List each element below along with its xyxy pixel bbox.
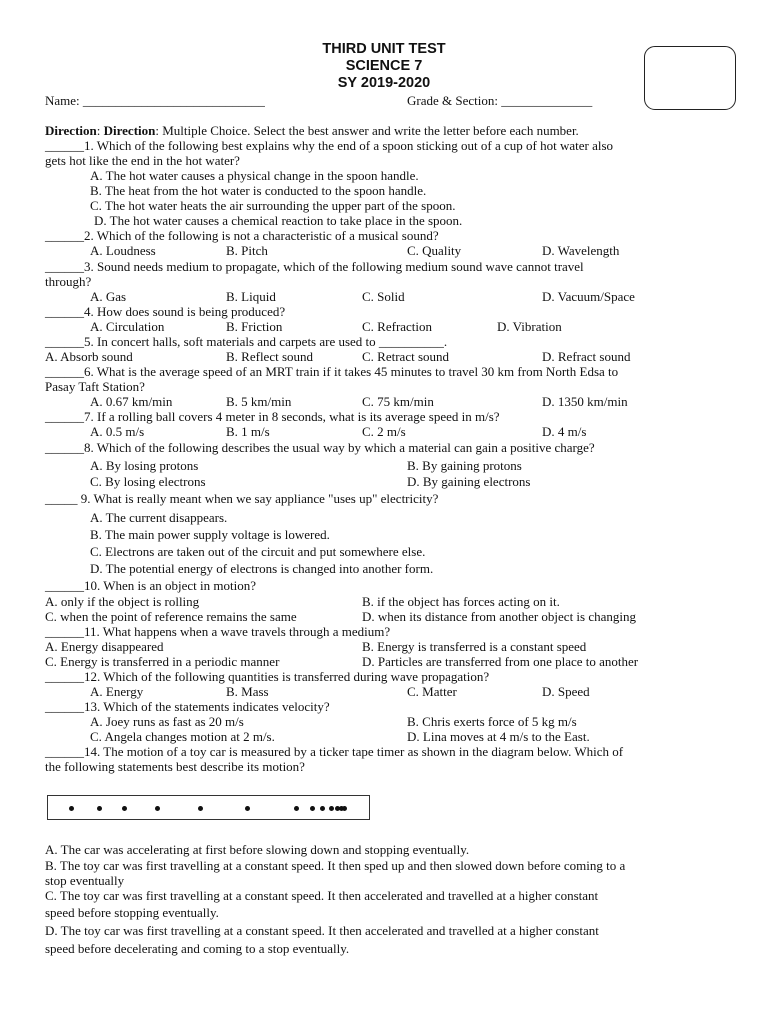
q1-choice-d: D. The hot water causes a chemical reaction to take place in the spoon. (94, 213, 463, 228)
direction-label-repeat: Direction (103, 123, 156, 138)
q11-choice-a: A. Energy disappeared (45, 639, 164, 654)
q5-choice-d: D. Refract sound (542, 349, 631, 364)
q8-choice-c: C. By losing electrons (90, 474, 206, 489)
tape-dot (122, 806, 127, 811)
q10-choice-b: B. if the object has forces acting on it. (362, 594, 560, 609)
q5-choice-c: C. Retract sound (362, 349, 450, 364)
q4-choice-a: A. Circulation (90, 319, 165, 334)
q6-choice-c: C. 75 km/min (362, 394, 434, 409)
q8-choice-b: B. By gaining protons (407, 458, 522, 473)
question-14: ______14. The motion of a toy car is measured by a ticker tape timer as shown in the diagram below. Which of (45, 744, 624, 759)
q13-choice-c: C. Angela changes motion at 2 m/s. (90, 729, 275, 744)
q3-choice-c: C. Solid (362, 289, 405, 304)
q11-choice-d: D. Particles are transferred from one place to another (362, 654, 639, 669)
q1-choice-b: B. The heat from the hot water is conducted to the spoon handle. (90, 183, 427, 198)
tape-dot (245, 806, 250, 811)
q6-choice-b: B. 5 km/min (226, 394, 292, 409)
q5-choice-b: B. Reflect sound (226, 349, 314, 364)
tape-dot (310, 806, 315, 811)
q4-choice-c: C. Refraction (362, 319, 433, 334)
q6-choice-a: A. 0.67 km/min (90, 394, 173, 409)
direction-text: : Multiple Choice. Select the best answer and write the letter before each number. (155, 123, 579, 138)
q7-choice-a: A. 0.5 m/s (90, 424, 145, 439)
school-year: SY 2019-2020 (337, 75, 431, 91)
q9-choice-b: B. The main power supply voltage is lowered. (90, 527, 330, 542)
question-8: ______8. Which of the following describes the usual way by which a material can gain a positive charge? (45, 440, 595, 455)
q12-choice-a: A. Energy (90, 684, 144, 699)
question-2: ______2. Which of the following is not a characteristic of a musical sound? (45, 228, 439, 243)
q9-choice-c: C. Electrons are taken out of the circuit and put somewhere else. (90, 544, 426, 559)
score-box (644, 46, 736, 110)
question-12: ______12. Which of the following quantities is transferred during wave propagation? (45, 669, 490, 684)
q3-choice-d: D. Vacuum/Space (542, 289, 635, 304)
direction-label: Direction (45, 123, 97, 138)
question-7: ______7. If a rolling ball covers 4 meter in 8 seconds, what is its average speed in m/s? (45, 409, 500, 424)
question-11: ______11. What happens when a wave travels through a medium? (45, 624, 391, 639)
q14-choice-c: C. The toy car was first travelling at a constant speed. It then accelerated and travelled at a higher constant (45, 888, 599, 903)
tape-dot (294, 806, 299, 811)
question-10: ______10. When is an object in motion? (45, 578, 256, 593)
q8-choice-a: A. By losing protons (90, 458, 199, 473)
q1-choice-a: A. The hot water causes a physical change in the spoon handle. (90, 168, 419, 183)
q3-choice-a: A. Gas (90, 289, 127, 304)
question-14-cont: the following statements best describe its motion? (45, 759, 305, 774)
q13-choice-b: B. Chris exerts force of 5 kg m/s (407, 714, 577, 729)
question-13: ______13. Which of the statements indicates velocity? (45, 699, 330, 714)
q14-choice-c-cont: speed before stopping eventually. (45, 905, 219, 920)
tape-dot (342, 806, 347, 811)
directions: Direction: Direction: Multiple Choice. Select the best answer and write the letter before each number. (45, 123, 579, 138)
q10-choice-a: A. only if the object is rolling (45, 594, 200, 609)
test-title: THIRD UNIT TEST (322, 41, 446, 57)
tape-dot (198, 806, 203, 811)
question-1-cont: gets hot like the end in the hot water? (45, 153, 240, 168)
q7-choice-d: D. 4 m/s (542, 424, 587, 439)
q7-choice-b: B. 1 m/s (226, 424, 270, 439)
q2-choice-c: C. Quality (407, 243, 462, 258)
q4-choice-d: D. Vibration (497, 319, 562, 334)
question-3-cont: through? (45, 274, 92, 289)
name-field: Name: ____________________________ (45, 93, 265, 108)
q2-choice-a: A. Loudness (90, 243, 156, 258)
tape-dot (329, 806, 334, 811)
ticker-tape-diagram (47, 795, 370, 820)
q9-choice-d: D. The potential energy of electrons is changed into another form. (90, 561, 434, 576)
tape-dot (69, 806, 74, 811)
q2-choice-b: B. Pitch (226, 243, 268, 258)
q10-choice-d: D. when its distance from another object is changing (362, 609, 637, 624)
q10-choice-c: C. when the point of reference remains the same (45, 609, 297, 624)
q14-choice-d-cont: speed before decelerating and coming to a stop eventually. (45, 941, 350, 956)
q14-choice-d: D. The toy car was first travelling at a constant speed. It then accelerated and travelled at a higher constant (45, 923, 599, 938)
q8-choice-d: D. By gaining electrons (407, 474, 531, 489)
q13-choice-a: A. Joey runs as fast as 20 m/s (90, 714, 244, 729)
q2-choice-d: D. Wavelength (542, 243, 620, 258)
q13-choice-d: D. Lina moves at 4 m/s to the East. (407, 729, 590, 744)
q7-choice-c: C. 2 m/s (362, 424, 406, 439)
question-4: ______4. How does sound is being produced? (45, 304, 286, 319)
q1-choice-c: C. The hot water heats the air surrounding the upper part of the spoon. (90, 198, 456, 213)
question-1: ______1. Which of the following best explains why the end of a spoon sticking out of a cup of hot water also (45, 138, 614, 153)
q9-choice-a: A. The current disappears. (90, 510, 228, 525)
q12-choice-d: D. Speed (542, 684, 590, 699)
q12-choice-c: C. Matter (407, 684, 457, 699)
q4-choice-b: B. Friction (226, 319, 283, 334)
question-6: ______6. What is the average speed of an MRT train if it takes 45 minutes to travel 30 km from North Edsa to (45, 364, 619, 379)
question-5: ______5. In concert halls, soft materials and carpets are used to __________. (45, 334, 448, 349)
q14-choice-b-cont: stop eventually (45, 873, 125, 888)
q5-choice-a: A. Absorb sound (45, 349, 133, 364)
q6-choice-d: D. 1350 km/min (542, 394, 628, 409)
subject-title: SCIENCE 7 (345, 58, 423, 74)
q11-choice-c: C. Energy is transferred in a periodic manner (45, 654, 280, 669)
question-9: _____ 9. What is really meant when we say appliance "uses up" electricity? (45, 491, 439, 506)
grade-section-field: Grade & Section: ______________ (407, 93, 593, 108)
tape-dot (320, 806, 325, 811)
question-6-cont: Pasay Taft Station? (45, 379, 145, 394)
q12-choice-b: B. Mass (226, 684, 269, 699)
q3-choice-b: B. Liquid (226, 289, 276, 304)
question-3: ______3. Sound needs medium to propagate, which of the following medium sound wave cannot travel (45, 259, 584, 274)
tape-dot (155, 806, 160, 811)
tape-dot (97, 806, 102, 811)
q11-choice-b: B. Energy is transferred is a constant speed (362, 639, 587, 654)
q14-choice-b: B. The toy car was first travelling at a constant speed. It then sped up and then slowed down before coming to a (45, 858, 626, 873)
q14-choice-a: A. The car was accelerating at first before slowing down and stopping eventually. (45, 842, 470, 857)
